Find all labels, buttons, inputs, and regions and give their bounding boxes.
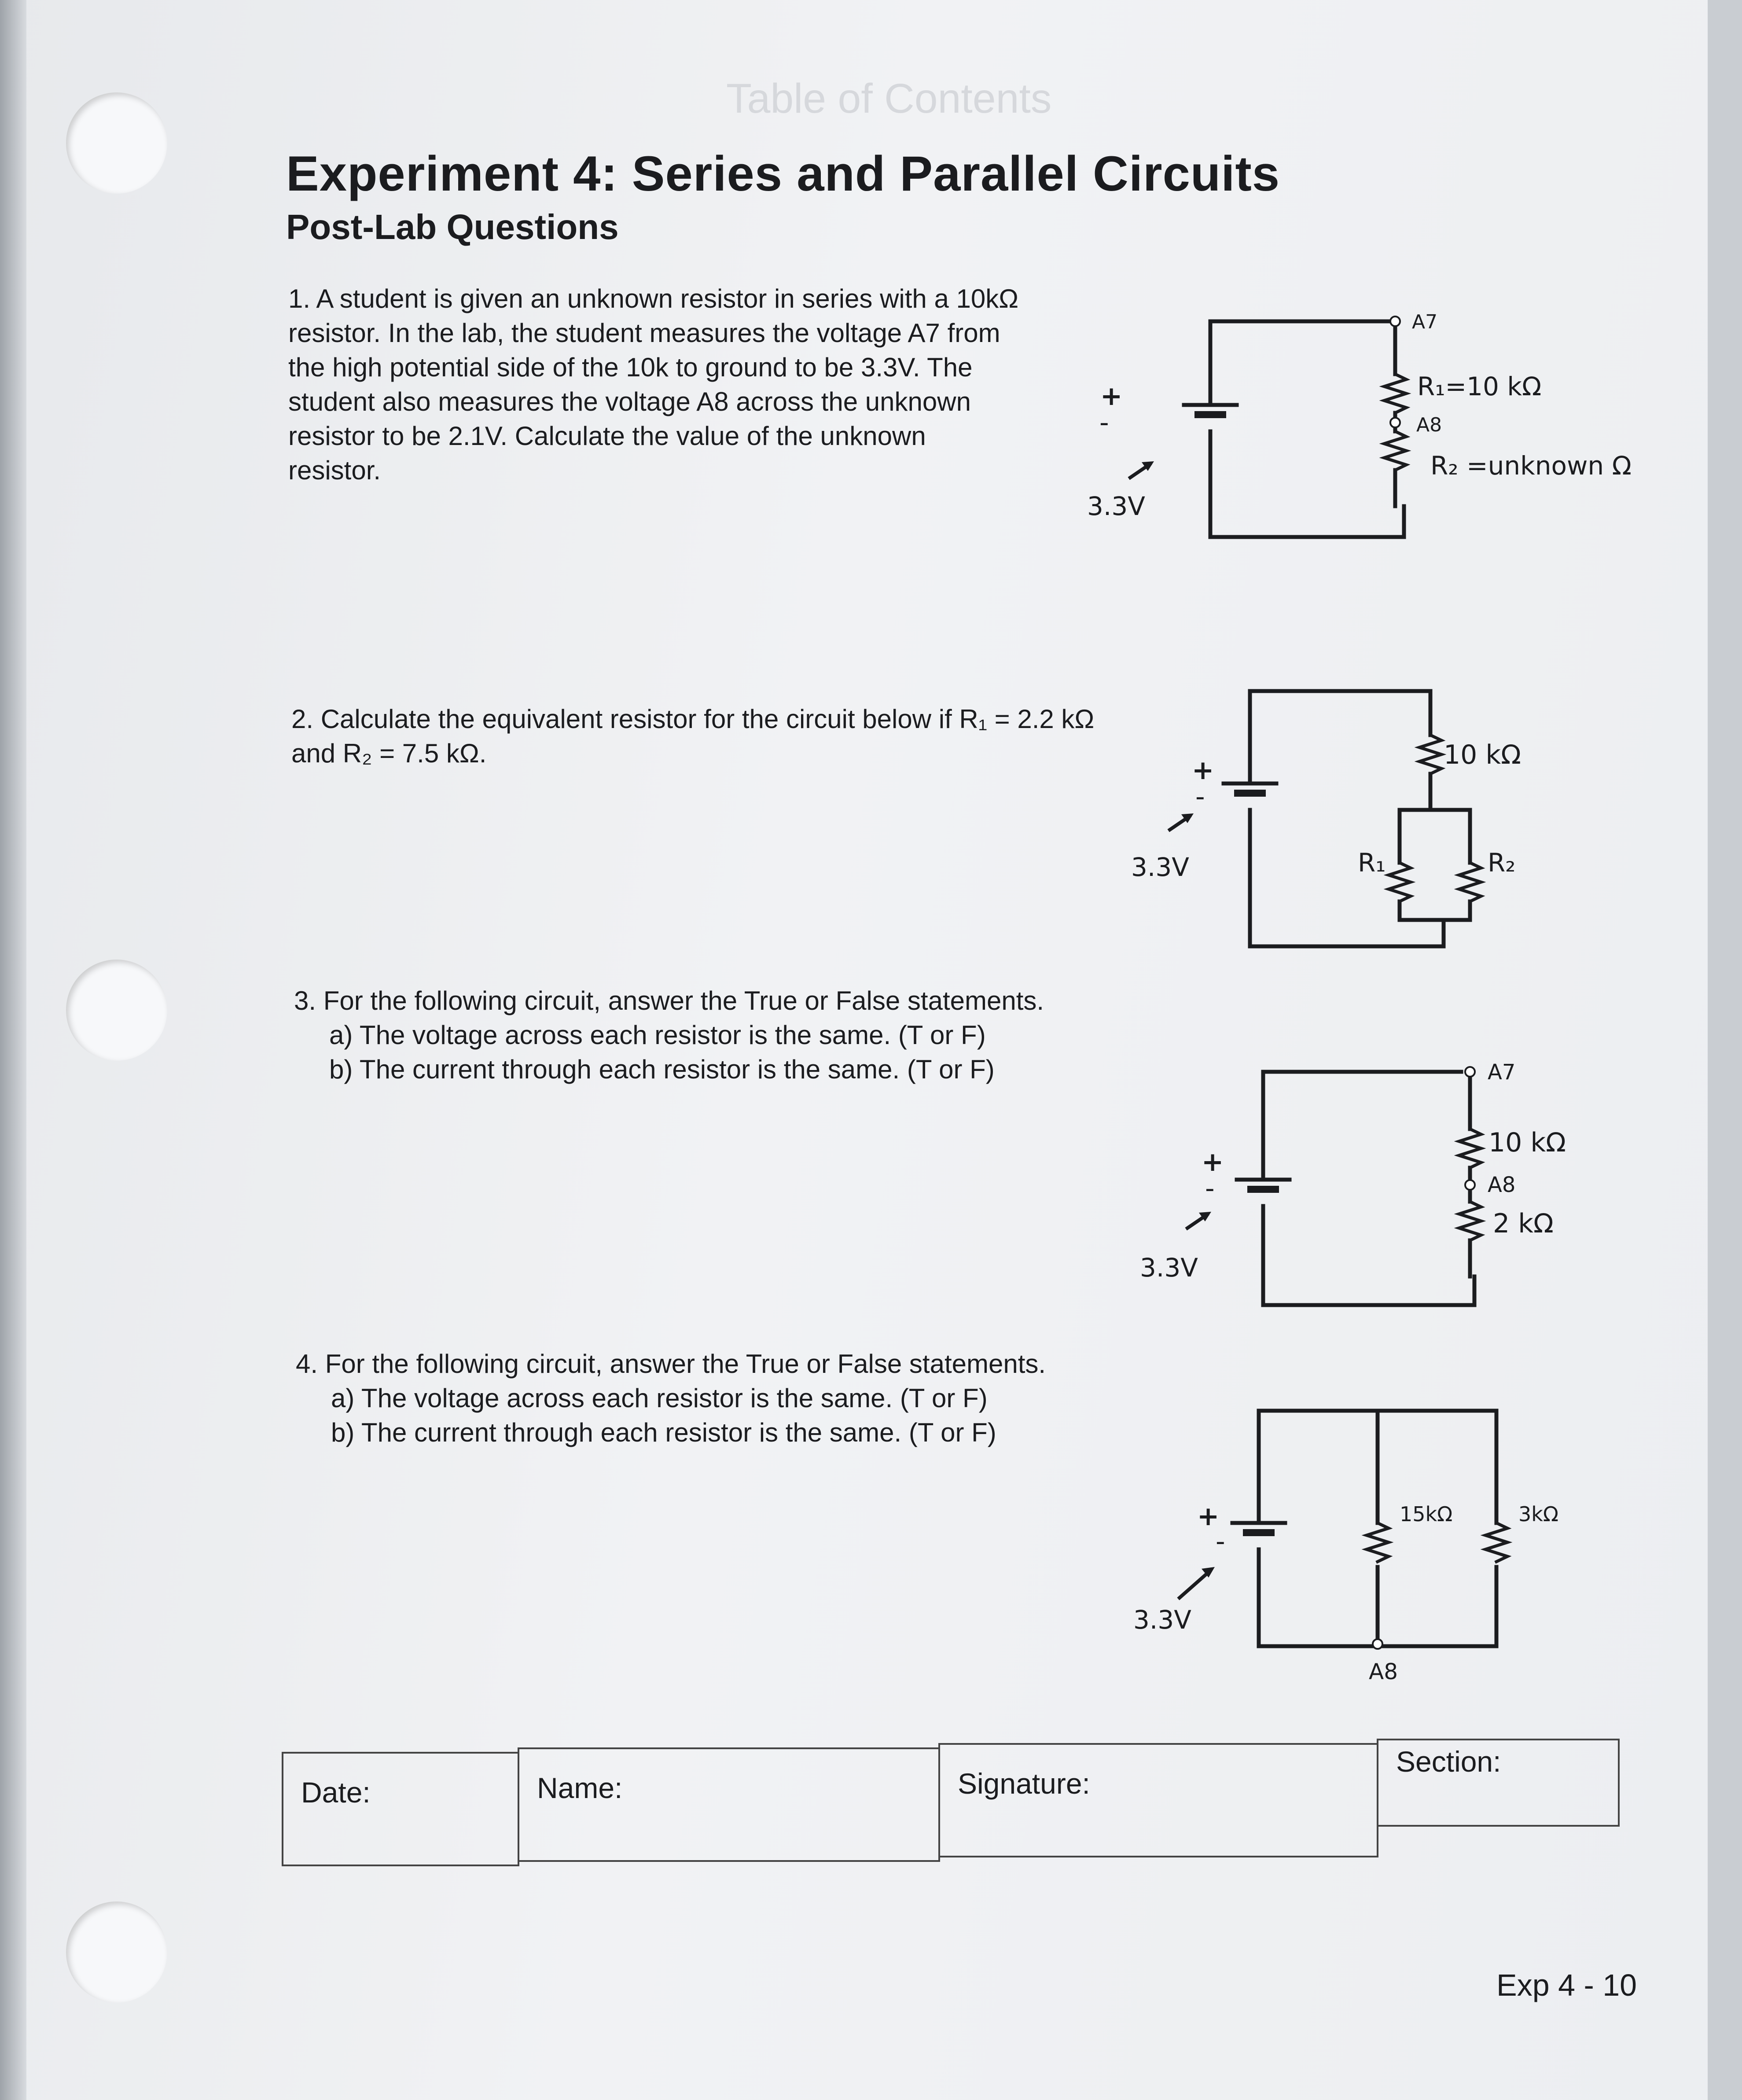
plus-sign: + (1192, 755, 1214, 786)
binder-hole-1 (66, 92, 167, 194)
statement-a: a) The voltage across each resistor is the same. (T or F) (329, 1020, 986, 1050)
r1-label: R₁=10 kΩ (1417, 371, 1542, 401)
section-cell[interactable] (1377, 1739, 1620, 1827)
question-1 (288, 282, 1018, 488)
statement-b: b) The current through each resistor is the same. (T or F) (329, 1055, 995, 1084)
r2-label: 2 kΩ (1493, 1208, 1554, 1239)
binder-edge (0, 0, 26, 2100)
circuit-diagram-3 (1100, 1048, 1628, 1320)
binder-hole-3 (66, 1901, 167, 2003)
source-voltage-label: 3.3V (1133, 1605, 1191, 1635)
question-line: the high potential side of the 10k to ground to be 3.3V. The (288, 353, 973, 382)
question-line: 2. Calculate the equivalent resistor for the circuit below if R₁ = 2.2 kΩ (291, 704, 1095, 734)
signature-table (282, 1739, 1620, 1866)
r1-label: R₁ (1358, 848, 1386, 878)
question-4 (296, 1347, 1046, 1450)
r1-label: 10 kΩ (1488, 1127, 1566, 1158)
question-line: 3. For the following circuit, answer the True or False statements. (294, 986, 1044, 1015)
statement-a: a) The voltage across each resistor is the same. (T or F) (331, 1383, 988, 1413)
node-a8-label: A8 (1416, 414, 1442, 436)
date-label: Date: (301, 1776, 371, 1809)
node-a7-label: A7 (1488, 1060, 1516, 1085)
r2-label: R₂ (1488, 848, 1516, 878)
node-a7-label: A7 (1412, 311, 1438, 333)
minus-sign: - (1216, 1526, 1225, 1557)
question-line: 1. A student is given an unknown resistor in series with a 10kΩ (288, 284, 1019, 313)
r2-label: R₂ =unknown Ω (1430, 451, 1632, 481)
circuit-diagram-4 (1100, 1391, 1628, 1699)
page-subtitle: Post-Lab Questions (286, 207, 619, 246)
r2-label: 3kΩ (1518, 1502, 1559, 1526)
minus-sign: - (1195, 781, 1205, 812)
bleed-through-text: Table of Contents (726, 75, 1052, 122)
date-cell[interactable] (282, 1752, 519, 1866)
question-line: 4. For the following circuit, answer the True or False statements. (296, 1349, 1046, 1379)
plus-sign: + (1197, 1501, 1220, 1532)
page-title: Experiment 4: Series and Parallel Circuits (286, 146, 1280, 201)
source-voltage-label: 3.3V (1140, 1253, 1198, 1283)
signature-cell[interactable] (938, 1743, 1378, 1857)
binder-hole-2 (66, 960, 167, 1061)
section-label: Section: (1396, 1745, 1501, 1778)
minus-sign: - (1099, 407, 1109, 438)
node-a8-label: A8 (1488, 1173, 1516, 1197)
source-voltage-label: 3.3V (1087, 491, 1145, 521)
question-line: resistor. (288, 456, 381, 485)
plus-sign: + (1100, 381, 1123, 412)
node-a8-label: A8 (1369, 1659, 1398, 1684)
question-line: and R₂ = 7.5 kΩ. (291, 739, 487, 768)
plus-sign: + (1202, 1147, 1224, 1177)
circuit-diagram-2 (1092, 678, 1620, 960)
minus-sign: - (1205, 1173, 1215, 1204)
signature-label: Signature: (958, 1767, 1090, 1800)
circuit-diagram-1 (1034, 299, 1650, 563)
question-3 (294, 984, 1044, 1087)
r1-label: 15kΩ (1400, 1502, 1453, 1526)
question-line: resistor. In the lab, the student measures the voltage A7 from (288, 318, 1000, 348)
statement-b: b) The current through each resistor is the same. (T or F) (331, 1418, 996, 1447)
name-cell[interactable] (518, 1747, 940, 1862)
r-series-label: 10 kΩ (1444, 739, 1521, 770)
page-number: Exp 4 - 10 (1496, 1968, 1637, 2002)
source-voltage-label: 3.3V (1131, 852, 1189, 882)
name-label: Name: (537, 1772, 623, 1804)
question-line: resistor to be 2.1V. Calculate the value of the unknown (288, 421, 926, 451)
question-line: student also measures the voltage A8 across the unknown (288, 387, 971, 416)
question-2 (291, 702, 1094, 771)
